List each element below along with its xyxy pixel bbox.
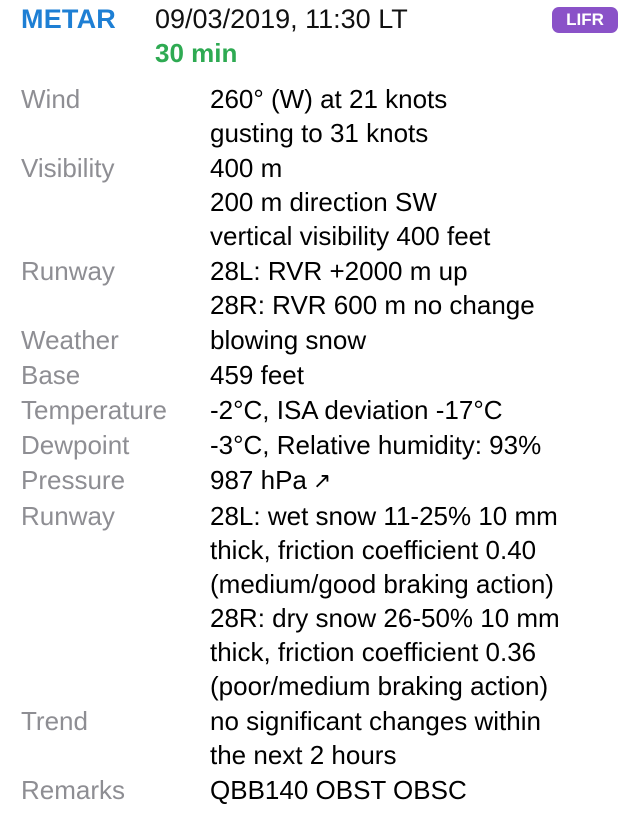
row-label: Runway (21, 501, 115, 531)
row-value (210, 393, 638, 427)
report-age: 30 min (155, 38, 238, 68)
row-remarks (0, 773, 638, 807)
report-type-title: METAR (21, 4, 116, 34)
value-line: 260° (W) at 21 knots (210, 84, 448, 114)
row-label: Runway (21, 256, 115, 286)
value-line: 200 m direction SW (210, 187, 437, 217)
row-value (210, 82, 638, 150)
row-label: Remarks (21, 775, 126, 805)
row-weather (0, 323, 638, 357)
row-trend (0, 704, 638, 772)
value-line: gusting to 31 knots (210, 118, 429, 148)
value-line: 400 m (210, 153, 283, 183)
row-label: Temperature (21, 395, 167, 425)
value-line: QBB140 OBST OBSC (210, 775, 467, 805)
row-label: Wind (21, 84, 81, 114)
value-line: -3°C, Relative humidity: 93% (210, 430, 542, 460)
row-runway-condition (0, 499, 638, 703)
row-value (210, 358, 638, 392)
row-value (210, 151, 638, 253)
decoded-report-list (0, 82, 638, 808)
value-line: -2°C, ISA deviation -17°C (210, 395, 503, 425)
row-value (210, 499, 638, 703)
pressure-value: 987 hPa (210, 465, 307, 495)
value-line: thick, friction coefficient 0.40 (210, 535, 537, 565)
value-line: thick, friction coefficient 0.36 (210, 637, 537, 667)
row-value (210, 323, 638, 357)
row-value (210, 463, 638, 498)
value-line: (medium/good braking action) (210, 569, 554, 599)
row-label: Weather (21, 325, 119, 355)
row-wind (0, 82, 638, 150)
row-value (210, 704, 638, 772)
row-pressure (0, 463, 638, 498)
value-line: 28R: RVR 600 m no change (210, 290, 535, 320)
report-timestamp: 09/03/2019, 11:30 LT (155, 4, 408, 34)
trend-up-right-arrow-icon: ↗ (312, 468, 332, 493)
row-dewpoint (0, 428, 638, 462)
report-header (0, 0, 638, 72)
value-line: no significant changes within (210, 706, 541, 736)
row-base (0, 358, 638, 392)
value-line: blowing snow (210, 325, 367, 355)
row-value (210, 773, 638, 807)
value-line (210, 463, 638, 498)
value-line: 28L: wet snow 11-25% 10 mm (210, 501, 558, 531)
value-line: vertical visibility 400 feet (210, 221, 491, 251)
row-temperature (0, 393, 638, 427)
flight-category-badge: LIFR (552, 7, 618, 33)
row-runway-visual-range (0, 254, 638, 322)
row-value (210, 428, 638, 462)
row-label: Pressure (21, 465, 126, 495)
value-line: 459 feet (210, 360, 304, 390)
row-label: Base (21, 360, 81, 390)
value-line: the next 2 hours (210, 740, 397, 770)
value-line: (poor/medium braking action) (210, 671, 549, 701)
value-line: 28L: RVR +2000 m up (210, 256, 468, 286)
row-visibility (0, 151, 638, 253)
row-label: Visibility (21, 153, 115, 183)
row-label: Trend (21, 706, 88, 736)
row-value (210, 254, 638, 322)
row-label: Dewpoint (21, 430, 130, 460)
value-line: 28R: dry snow 26-50% 10 mm (210, 603, 560, 633)
